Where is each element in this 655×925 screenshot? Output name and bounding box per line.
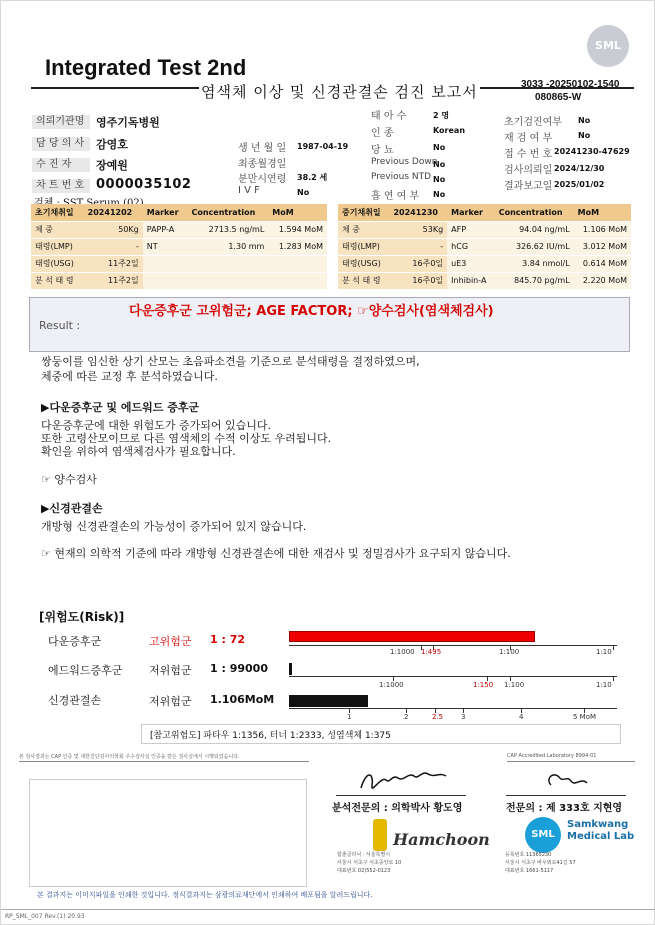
amnio-recommendation: ☞ 양수검사 xyxy=(41,473,97,486)
first-table-cell: 초기채취일 xyxy=(31,204,84,221)
edwards-tick-4 xyxy=(613,676,614,681)
prev-ntd-label: Previous NTD xyxy=(371,172,432,182)
sign2-line xyxy=(506,795,626,796)
down-tick-4 xyxy=(613,645,614,650)
first-table-cell xyxy=(268,255,327,272)
first-table-cell xyxy=(143,255,188,272)
second-table-cell: 중기채취일 xyxy=(338,204,389,221)
down-section-heading: ▶다운증후군 및 에드워드 증후군 xyxy=(41,401,200,414)
first-table-cell: Concentration xyxy=(187,204,268,221)
footer-divider-right xyxy=(507,761,635,762)
smoking-value: No xyxy=(433,190,446,199)
first-table-row xyxy=(31,272,327,289)
fetus-label: 태 아 수 xyxy=(371,111,407,122)
result-text: 다운증후군 고위험군; AGE FACTOR; ☞양수검사(염색체검사) xyxy=(129,304,494,319)
first-table-cell: 11주2일 xyxy=(84,272,143,289)
first-check-value: No xyxy=(578,116,591,125)
report-date-value: 2025/01/02 xyxy=(554,180,605,189)
second-table-cell: 2.220 MoM xyxy=(574,272,631,289)
first-table-cell: 체 중 xyxy=(31,221,84,238)
first-check-label: 초기검진여부 xyxy=(504,117,562,128)
ivf-label: I V F xyxy=(238,185,260,196)
ntd-tick-label-2: 2 xyxy=(404,713,409,721)
doctor-value: 감영호 xyxy=(96,138,128,151)
lmp-label: 최종월경일 xyxy=(238,159,287,170)
second-table-cell: 3.84 nmol/L xyxy=(495,255,574,272)
first-table-row xyxy=(31,238,327,255)
first-table-cell: PAPP-A xyxy=(143,221,188,238)
chart-value: 0000035102 xyxy=(96,177,192,192)
first-table-cell: 태령(LMP) xyxy=(31,238,84,255)
risk-title: [위험도(Risk)] xyxy=(39,610,125,624)
first-table-cell: 1.283 MoM xyxy=(268,238,327,255)
fetus-value: 2 명 xyxy=(433,111,450,120)
down-risk-name: 다운증후군 xyxy=(48,635,102,648)
first-table-cell: MoM xyxy=(268,204,327,221)
second-table-cell: 태령(LMP) xyxy=(338,238,389,255)
first-table-cell xyxy=(143,272,188,289)
first-table-cell: 11주2일 xyxy=(84,255,143,272)
first-table-row xyxy=(31,221,327,238)
first-table-row xyxy=(31,255,327,272)
bottom-divider xyxy=(1,909,655,910)
second-table-row xyxy=(338,221,631,238)
edwards-tick-label-1: 1:1000 xyxy=(379,681,404,689)
receipt-value: 20241230-47629 xyxy=(554,147,630,156)
second-table-cell: 16주0일 xyxy=(389,255,447,272)
second-table-cell: AFP xyxy=(447,221,495,238)
request-date-label: 검사의뢰일 xyxy=(504,165,553,176)
hamchoon-info: 함춘클리닉 · 서울특별시 서울시 서초구 서초중앙로 10 대표번호 02)552-0123 xyxy=(337,852,402,874)
first-table-row xyxy=(31,204,327,221)
down-risk-bar xyxy=(289,631,535,642)
down-risk-axis xyxy=(289,645,617,646)
hamchoon-logo-icon xyxy=(373,819,387,851)
down-line-1: 다운증후군에 대한 위험도가 증가되어 있습니다. xyxy=(41,419,272,432)
sign1-label: 분석전문의 : 의학박사 황도영 xyxy=(332,803,463,814)
second-table-cell: MoM xyxy=(574,204,631,221)
first-table-cell: - xyxy=(84,238,143,255)
smoking-label: 흡 연 여 부 xyxy=(371,191,420,202)
down-tick-label-3: 1:100 xyxy=(499,648,520,656)
result-label: Result : xyxy=(39,319,81,332)
down-line-2: 또한 고령산모이므로 다른 염색체의 수적 이상도 우려됩니다. xyxy=(41,432,332,445)
sml-company-info: 등록번호 11365230 서울시 서초구 바우뫼로41길 57 대표번호 1661-5117 xyxy=(505,852,576,874)
ntd-risk-bar xyxy=(289,695,368,707)
request-date-value: 2024/12/30 xyxy=(554,164,605,173)
second-table-cell: 94.04 ng/mL xyxy=(495,221,574,238)
ntd-tick-label-6: 5 MoM xyxy=(573,713,597,721)
form-number: RP_SML_007 Rev.(1) 20.93 xyxy=(5,913,85,920)
receipt-label: 접 수 번 호 xyxy=(504,149,553,160)
down-tick-label-4: 1:10 xyxy=(596,648,612,656)
second-table-row xyxy=(338,204,631,221)
second-trimester-table xyxy=(338,204,631,290)
ntd-tick-label-1: 1 xyxy=(347,713,352,721)
edwards-risk-grade: 저위험군 xyxy=(149,664,192,677)
first-table-cell: 20241202 xyxy=(84,204,143,221)
ntd-risk-value: 1.106MoM xyxy=(210,693,275,706)
first-table-cell: 2713.5 ng/mL xyxy=(187,221,268,238)
second-table-cell: 845.70 pg/mL xyxy=(495,272,574,289)
report-date-label: 결과보고일 xyxy=(504,181,553,192)
ntd-risk-name: 신경관결손 xyxy=(48,694,102,707)
name-value: 장예원 xyxy=(96,159,128,172)
age-label: 분만시연령 xyxy=(238,174,287,185)
ntd-risk-axis xyxy=(289,708,617,709)
ntd-line-2: ☞ 현재의 의학적 기준에 따라 개방형 신경관결손에 대한 재검사 및 정밀검사가 요구되지 않습니다. xyxy=(41,547,511,560)
edwards-tick-label-2: 1:150 xyxy=(473,681,494,689)
down-line-3: 확인을 위하여 염색체검사가 필요합니다. xyxy=(41,445,236,458)
second-table-cell: 0.614 MoM xyxy=(574,255,631,272)
ivf-value: No xyxy=(297,188,310,197)
second-table-cell: 53Kg xyxy=(389,221,447,238)
first-table-cell: Marker xyxy=(143,204,188,221)
reference-risk: [참고위험도] 파타우 1:1356, 터너 1:2333, 성염색체 1:375 xyxy=(141,724,621,744)
second-table-cell: 1.106 MoM xyxy=(574,221,631,238)
name-label: 수 진 자 xyxy=(32,158,90,172)
birth-label: 생 년 월 일 xyxy=(238,143,287,154)
report-title: Integrated Test 2nd xyxy=(45,55,247,80)
intro-line-1: 쌍둥이를 임신한 상기 산모는 초음파소견을 기준으로 분석태령을 결정하였으며, xyxy=(41,355,420,368)
first-table-cell xyxy=(187,272,268,289)
first-table-cell: 1.30 mm xyxy=(187,238,268,255)
prev-down-label: Previous Down xyxy=(371,157,438,167)
first-table-cell: NT xyxy=(143,238,188,255)
edwards-risk-value: 1 : 99000 xyxy=(210,662,268,675)
doctor-label: 담 당 의 사 xyxy=(32,137,90,151)
first-table-cell xyxy=(268,272,327,289)
second-table-row xyxy=(338,272,631,289)
race-value: Korean xyxy=(433,126,466,135)
first-table-cell: 1.594 MoM xyxy=(268,221,327,238)
second-table-cell: 16주0일 xyxy=(389,272,447,289)
sign1-line xyxy=(336,795,466,796)
second-table-cell: 20241230 xyxy=(389,204,447,221)
edwards-tick-label-3: 1:100 xyxy=(504,681,525,689)
second-table-row xyxy=(338,238,631,255)
second-table-cell: Concentration xyxy=(495,204,574,221)
first-table-cell: 태령(USG) xyxy=(31,255,84,272)
document-number: 3033 -20250102-1540 080865-W xyxy=(521,79,620,103)
sml-logo: SML xyxy=(587,25,629,67)
down-tick-label-2: 1:495 xyxy=(421,648,442,656)
second-table-row xyxy=(338,255,631,272)
print-notice: 본 결과지는 이미지파일을 인쇄한 것입니다. 정식결과지는 삼광의료재단에서 인쇄하여 배포됨을 알려드립니다. xyxy=(37,891,373,899)
second-table-cell: Inhibin-A xyxy=(447,272,495,289)
diabetes-label: 당 뇨 xyxy=(371,145,394,156)
cap-note: 본 검사결과는 CAP 인증 및 대한진단검사의학회 우수검사실 인증을 받은 검사실에서 시행되었습니다. xyxy=(19,754,240,760)
first-table-cell: 분 석 태 령 xyxy=(31,272,84,289)
second-table-cell: 체 중 xyxy=(338,221,389,238)
sign2-label: 전문의 : 제 333호 지현영 xyxy=(506,803,623,814)
prev-ntd-value: No xyxy=(433,175,446,184)
footer-divider-left xyxy=(19,761,309,762)
second-table-cell: uE3 xyxy=(447,255,495,272)
org-label: 의뢰기관명 xyxy=(32,115,90,129)
second-table-cell: 3.012 MoM xyxy=(574,238,631,255)
second-table-cell: Marker xyxy=(447,204,495,221)
birth-value: 1987-04-19 xyxy=(297,142,349,151)
ntd-tick-label-4: 3 xyxy=(461,713,466,721)
second-table-cell: hCG xyxy=(447,238,495,255)
signature-hwang xyxy=(356,766,451,796)
first-table-cell: 50Kg xyxy=(84,221,143,238)
first-table-cell xyxy=(187,255,268,272)
race-label: 인 종 xyxy=(371,128,394,139)
down-risk-grade: 고위험군 xyxy=(149,635,192,648)
second-table-cell: 분 석 태 령 xyxy=(338,272,389,289)
second-table-cell: 326.62 IU/mL xyxy=(495,238,574,255)
chart-label: 차 트 번 호 xyxy=(32,179,90,193)
ntd-section-heading: ▶신경관결손 xyxy=(41,502,103,515)
report-subtitle: 염색체 이상 및 신경관결손 검진 보고서 xyxy=(201,83,478,101)
second-table-cell: - xyxy=(389,238,447,255)
retest-label: 재 검 여 부 xyxy=(504,133,553,144)
sml-company-name: Samkwang Medical Lab xyxy=(567,819,635,842)
edwards-tick-label-4: 1:10 xyxy=(596,681,612,689)
first-trimester-table xyxy=(31,204,327,290)
intro-line-2: 체중에 따른 교정 후 분석하였습니다. xyxy=(41,370,218,383)
age-value: 38.2 세 xyxy=(297,173,328,182)
hamchoon-logo: Hamchoon xyxy=(393,830,490,849)
ntd-line-1: 개방형 신경관결손의 가능성이 증가되어 있지 않습니다. xyxy=(41,520,307,533)
down-tick-label-1: 1:1000 xyxy=(390,648,415,656)
sml-company-logo-icon: SML xyxy=(525,817,561,853)
down-risk-value: 1 : 72 xyxy=(210,633,246,646)
ntd-tick-label-3: 2.5 xyxy=(432,713,444,721)
comment-box xyxy=(29,779,307,887)
second-table-cell: 태령(USG) xyxy=(338,255,389,272)
org-value: 영주기독병원 xyxy=(96,116,160,129)
diabetes-value: No xyxy=(433,143,446,152)
edwards-risk-axis xyxy=(289,676,617,677)
ntd-tick-label-5: 4 xyxy=(519,713,524,721)
cap-number: CAP Accredited Laboratory 8994-01 xyxy=(507,753,597,759)
edwards-risk-name: 에드워드증후군 xyxy=(48,664,123,677)
signature-ji xyxy=(541,769,591,793)
prev-down-value: No xyxy=(433,160,446,169)
retest-value: No xyxy=(578,131,591,140)
edwards-risk-bar xyxy=(289,663,292,675)
ntd-risk-grade: 저위험군 xyxy=(149,695,192,708)
